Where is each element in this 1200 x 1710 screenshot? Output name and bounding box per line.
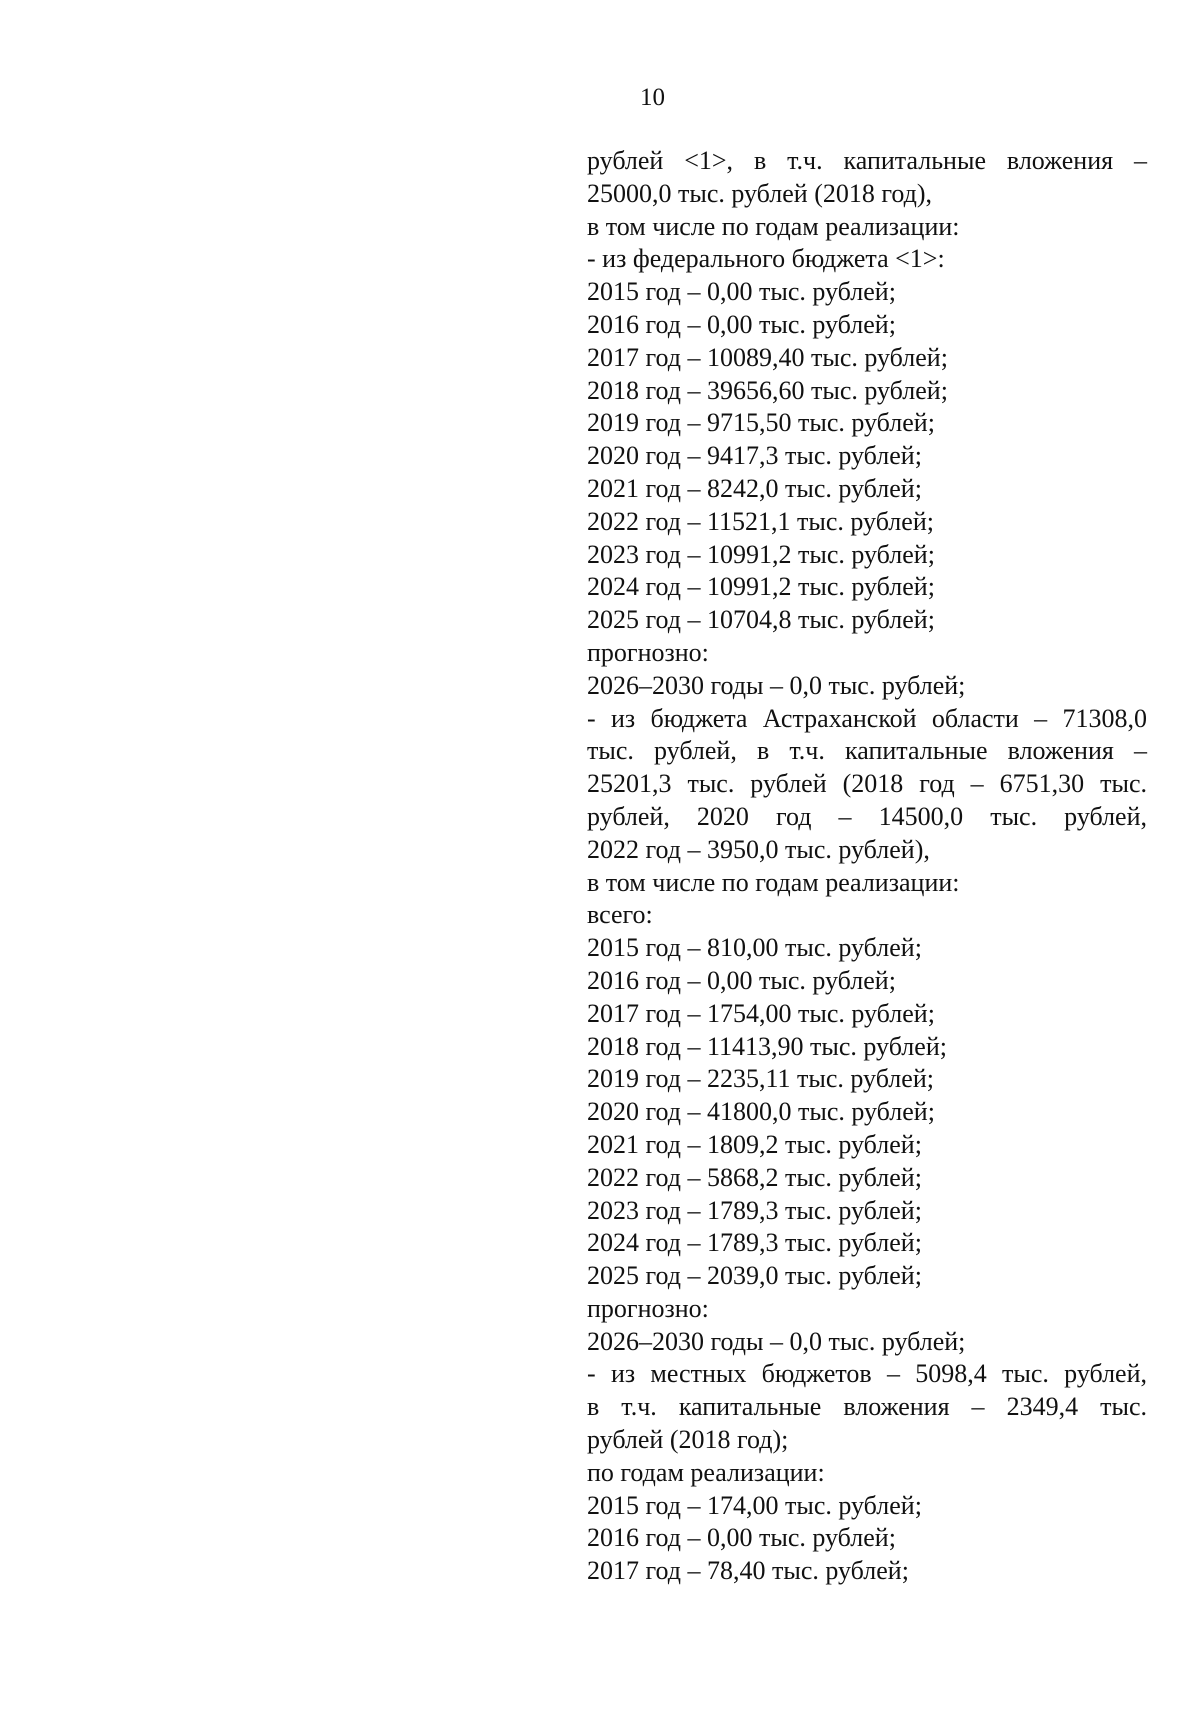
text-line: 2023 год – 10991,2 тыс. рублей; — [587, 539, 935, 569]
text-line: прогнозно: — [587, 1293, 709, 1323]
text-line: в том числе по годам реализации: — [587, 867, 960, 897]
text-line: по годам реализации: — [587, 1457, 825, 1487]
text-line: 2020 год – 41800,0 тыс. рублей; — [587, 1097, 935, 1127]
text-line: 2023 год – 1789,3 тыс. рублей; — [587, 1195, 922, 1225]
text-line: 2022 год – 5868,2 тыс. рублей; — [587, 1162, 922, 1192]
page-number: 10 — [640, 84, 665, 111]
text-line: рублей, 2020 год – 14500,0 тыс. рублей, — [587, 801, 1147, 831]
text-line: 2015 год – 0,00 тыс. рублей; — [587, 277, 896, 307]
text-line: 2017 год – 1754,00 тыс. рублей; — [587, 998, 935, 1028]
text-line: 2018 год – 39656,60 тыс. рублей; — [587, 375, 948, 405]
document-text-block — [587, 145, 1147, 1588]
text-line: 2022 год – 3950,0 тыс. рублей), — [587, 834, 930, 864]
text-line: 2016 год – 0,00 тыс. рублей; — [587, 965, 896, 995]
text-line: 2016 год – 0,00 тыс. рублей; — [587, 309, 896, 339]
text-line: 2021 год – 1809,2 тыс. рублей; — [587, 1129, 922, 1159]
text-line: - из бюджета Астраханской области – 71308,0 — [587, 703, 1147, 733]
text-line: прогнозно: — [587, 637, 709, 667]
text-line: 2026–2030 годы – 0,0 тыс. рублей; — [587, 670, 966, 700]
text-line: 2015 год – 174,00 тыс. рублей; — [587, 1490, 922, 1520]
text-line: 2018 год – 11413,90 тыс. рублей; — [587, 1031, 947, 1061]
text-line: 2019 год – 9715,50 тыс. рублей; — [587, 408, 935, 438]
text-line: 2017 год – 10089,40 тыс. рублей; — [587, 342, 948, 372]
text-line: 25000,0 тыс. рублей (2018 год), — [587, 178, 933, 208]
text-line: 2020 год – 9417,3 тыс. рублей; — [587, 441, 922, 471]
text-line: 2024 год – 1789,3 тыс. рублей; — [587, 1228, 922, 1258]
text-line: 25201,3 тыс. рублей (2018 год – 6751,30 тыс. — [587, 769, 1147, 799]
text-line: в т.ч. капитальные вложения – 2349,4 тыс. — [587, 1392, 1147, 1422]
text-line: - из местных бюджетов – 5098,4 тыс. рублей, — [587, 1359, 1147, 1389]
text-line: всего: — [587, 900, 653, 930]
text-line: 2024 год – 10991,2 тыс. рублей; — [587, 572, 935, 602]
text-line: рублей <1>, в т.ч. капитальные вложения – — [587, 146, 1147, 175]
text-line: 2025 год – 10704,8 тыс. рублей; — [587, 605, 935, 635]
text-line: 2025 год – 2039,0 тыс. рублей; — [587, 1261, 922, 1291]
text-line: 2026–2030 годы – 0,0 тыс. рублей; — [587, 1326, 966, 1356]
text-line: 2015 год – 810,00 тыс. рублей; — [587, 933, 922, 963]
text-line: тыс. рублей, в т.ч. капитальные вложения – — [587, 736, 1147, 766]
text-line: 2019 год – 2235,11 тыс. рублей; — [587, 1064, 934, 1094]
text-line: 2021 год – 8242,0 тыс. рублей; — [587, 473, 922, 503]
text-line: 2022 год – 11521,1 тыс. рублей; — [587, 506, 934, 536]
text-line: рублей (2018 год); — [587, 1425, 789, 1455]
text-line: 2016 год – 0,00 тыс. рублей; — [587, 1523, 896, 1553]
text-line: 2017 год – 78,40 тыс. рублей; — [587, 1556, 909, 1586]
text-line: в том числе по годам реализации: — [587, 211, 960, 241]
text-line: - из федерального бюджета <1>: — [587, 244, 945, 274]
